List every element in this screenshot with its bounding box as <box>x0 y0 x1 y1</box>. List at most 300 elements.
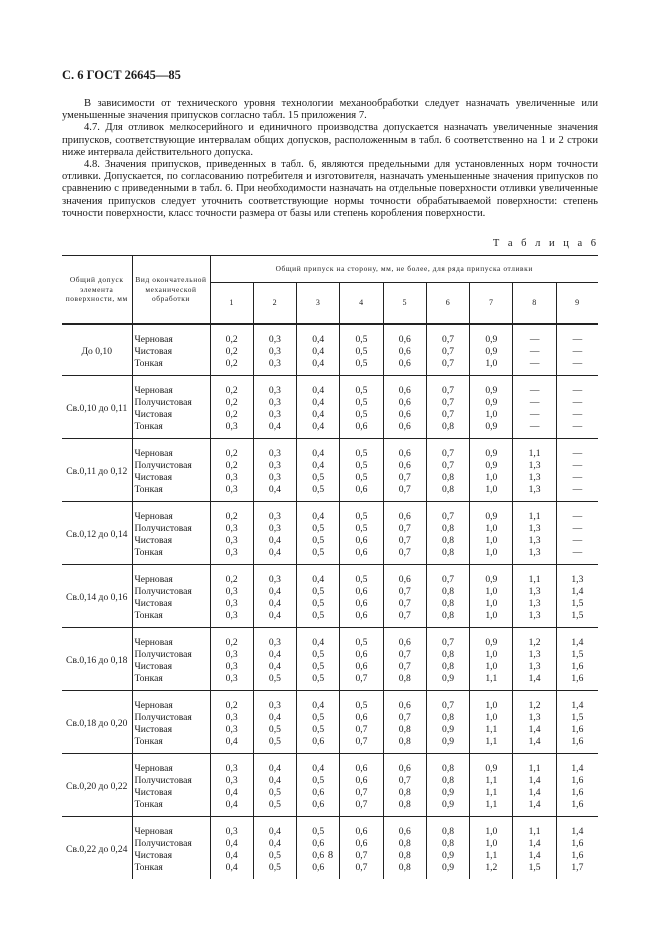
allowance-value: 0,7 <box>355 850 368 861</box>
allowance-value: 1,4 <box>528 850 541 861</box>
allowance-cell <box>426 691 469 754</box>
machining-kind: Чистовая <box>134 661 173 672</box>
allowance-value: 0,9 <box>485 421 498 432</box>
allowance-value: 0,6 <box>398 397 411 408</box>
allowance-cell <box>210 565 253 628</box>
allowance-value: — <box>572 334 583 345</box>
allowance-value: 1,1 <box>485 775 498 786</box>
allowance-value: — <box>572 460 583 471</box>
allowance-cell <box>297 565 340 628</box>
allowance-value: 1,6 <box>571 724 584 735</box>
table-title: Т а б л и ц а 6 <box>492 238 599 249</box>
allowance-value: 0,5 <box>355 511 368 522</box>
allowance-value: — <box>529 346 540 357</box>
allowance-cell <box>556 628 598 691</box>
machining-kind: Черновая <box>134 448 173 459</box>
tolerance-interval: Св.0,20 до 0,22 <box>62 754 132 817</box>
allowance-value: 0,9 <box>485 637 498 648</box>
allowance-value: 0,3 <box>268 574 281 585</box>
table-row-group <box>62 376 598 439</box>
allowance-value: 0,4 <box>268 586 281 597</box>
allowance-cell <box>426 324 469 376</box>
allowance-cell <box>297 628 340 691</box>
allowance-value: 0,6 <box>355 547 368 558</box>
allowance-value: 0,5 <box>268 673 281 684</box>
allowance-value: — <box>529 397 540 408</box>
allowance-value: 1,3 <box>528 523 541 534</box>
machining-kind: Получистовая <box>134 460 192 471</box>
allowance-cell <box>383 817 426 880</box>
allowance-value: 0,4 <box>225 862 238 873</box>
allowance-value: 0,5 <box>312 472 325 483</box>
allowance-value: 0,4 <box>268 649 281 660</box>
allowance-value: 0,5 <box>312 775 325 786</box>
allowance-value: — <box>529 358 540 369</box>
allowance-value: 0,4 <box>225 850 238 861</box>
allowance-value: 0,6 <box>312 787 325 798</box>
allowance-value: 0,4 <box>225 736 238 747</box>
allowance-value: 0,7 <box>398 598 411 609</box>
allowance-value: 0,4 <box>312 385 325 396</box>
allowance-value: 0,6 <box>398 460 411 471</box>
allowance-value: 1,0 <box>485 523 498 534</box>
allowance-value: 0,3 <box>225 826 238 837</box>
allowance-cell <box>426 628 469 691</box>
allowance-value: 0,6 <box>355 712 368 723</box>
allowance-value: 0,8 <box>442 547 455 558</box>
allowance-cell <box>470 376 513 439</box>
allowance-value: 0,6 <box>355 661 368 672</box>
allowance-value: 0,6 <box>398 511 411 522</box>
allowance-value: 0,6 <box>355 763 368 774</box>
allowance-value: 0,3 <box>225 547 238 558</box>
allowance-value: 0,9 <box>485 511 498 522</box>
table-row-group <box>62 754 598 817</box>
allowance-value: 1,3 <box>528 661 541 672</box>
allowance-cell <box>426 439 469 502</box>
allowance-value: 0,9 <box>442 673 455 684</box>
allowance-value: 0,8 <box>442 838 455 849</box>
allowance-value: 0,6 <box>355 598 368 609</box>
allowance-value: 0,5 <box>355 637 368 648</box>
allowance-value: 0,4 <box>312 448 325 459</box>
allowance-value: 0,6 <box>355 838 368 849</box>
allowance-value: 0,5 <box>355 700 368 711</box>
allowance-value: 0,4 <box>268 763 281 774</box>
allowance-cell <box>513 502 556 565</box>
allowance-value: 0,3 <box>268 334 281 345</box>
allowance-cell <box>556 817 598 880</box>
allowance-value: 0,6 <box>355 826 368 837</box>
allowance-value: 0,3 <box>225 661 238 672</box>
allowance-value: 0,9 <box>485 460 498 471</box>
allowance-value: 1,4 <box>528 787 541 798</box>
allowance-value: 0,7 <box>355 736 368 747</box>
allowance-value: — <box>529 385 540 396</box>
row-number-header: 7 <box>470 283 513 325</box>
allowance-value: 0,3 <box>268 448 281 459</box>
allowance-value: 1,4 <box>571 637 584 648</box>
allowance-cell <box>513 376 556 439</box>
allowance-value: 0,5 <box>312 484 325 495</box>
allowance-value: 0,7 <box>355 862 368 873</box>
machining-kind: Получистовая <box>134 838 192 849</box>
allowance-cell <box>210 439 253 502</box>
allowance-value: 0,4 <box>312 511 325 522</box>
allowance-value: 0,3 <box>268 637 281 648</box>
allowance-value: 0,8 <box>442 523 455 534</box>
allowance-value: 0,4 <box>312 334 325 345</box>
allowance-value: 1,5 <box>571 712 584 723</box>
allowance-cell <box>210 376 253 439</box>
allowance-value: 0,2 <box>225 637 238 648</box>
allowance-cell <box>383 754 426 817</box>
allowance-value: 0,7 <box>355 673 368 684</box>
allowance-cell <box>340 691 383 754</box>
allowance-cell <box>513 817 556 880</box>
allowance-cell <box>383 324 426 376</box>
allowance-cell <box>210 628 253 691</box>
machining-kind: Получистовая <box>134 649 192 660</box>
allowance-value: 0,3 <box>225 673 238 684</box>
allowance-value: 0,3 <box>225 775 238 786</box>
allowance-value: — <box>529 421 540 432</box>
allowance-value: 1,1 <box>528 826 541 837</box>
table-row-group <box>62 324 598 376</box>
allowance-value: 0,4 <box>312 358 325 369</box>
allowance-value: 1,4 <box>571 700 584 711</box>
allowance-cell <box>297 502 340 565</box>
allowance-value: 0,9 <box>442 736 455 747</box>
allowance-cell <box>556 502 598 565</box>
allowance-value: 0,9 <box>485 448 498 459</box>
allowance-value: 1,3 <box>571 574 584 585</box>
machining-kind-cell <box>132 439 210 502</box>
allowance-value: 0,4 <box>312 574 325 585</box>
tolerance-interval: Св.0,22 до 0,24 <box>62 817 132 880</box>
allowance-value: 0,7 <box>442 397 455 408</box>
allowance-cell <box>513 439 556 502</box>
allowance-value: 0,5 <box>268 850 281 861</box>
allowance-value: 0,6 <box>355 775 368 786</box>
allowance-value: 1,5 <box>571 649 584 660</box>
allowance-cell <box>556 439 598 502</box>
allowance-cell <box>340 628 383 691</box>
allowance-value: 1,1 <box>528 763 541 774</box>
allowance-value: 0,9 <box>485 397 498 408</box>
allowance-cell <box>470 324 513 376</box>
allowance-value: 1,0 <box>485 838 498 849</box>
machining-kind: Тонкая <box>134 547 163 558</box>
machining-kind: Черновая <box>134 826 173 837</box>
row-number-header: 4 <box>340 283 383 325</box>
allowance-value: 0,9 <box>485 346 498 357</box>
allowance-value: 1,3 <box>528 535 541 546</box>
allowance-value: 0,8 <box>442 661 455 672</box>
allowance-cell <box>297 817 340 880</box>
row-number-header: 8 <box>513 283 556 325</box>
allowance-value: 0,8 <box>442 421 455 432</box>
allowance-value: 0,6 <box>398 421 411 432</box>
allowance-value: 0,8 <box>442 598 455 609</box>
allowance-value: 1,3 <box>528 598 541 609</box>
allowance-value: 0,5 <box>268 724 281 735</box>
machining-kind: Чистовая <box>134 724 173 735</box>
allowance-value: 0,8 <box>398 838 411 849</box>
row-number-header: 2 <box>253 283 296 325</box>
allowance-value: 0,8 <box>442 775 455 786</box>
allowance-value: 0,4 <box>268 826 281 837</box>
allowance-value: 0,8 <box>442 535 455 546</box>
allowance-value: 0,4 <box>268 712 281 723</box>
table-row-group <box>62 565 598 628</box>
machining-kind: Тонкая <box>134 421 163 432</box>
allowance-value: 0,7 <box>398 472 411 483</box>
allowance-value: 1,4 <box>528 736 541 747</box>
allowance-value: — <box>572 421 583 432</box>
table-row-group <box>62 502 598 565</box>
allowance-value: 0,8 <box>398 673 411 684</box>
allowance-value: 0,6 <box>312 862 325 873</box>
allowance-value: 0,3 <box>225 598 238 609</box>
allowance-cell <box>470 565 513 628</box>
allowance-cell <box>426 376 469 439</box>
allowance-value: 0,5 <box>355 385 368 396</box>
allowance-value: 0,5 <box>355 346 368 357</box>
row-number-header: 5 <box>383 283 426 325</box>
machining-kind-cell <box>132 565 210 628</box>
allowance-cell <box>210 502 253 565</box>
allowance-value: 0,7 <box>398 484 411 495</box>
allowance-value: 0,4 <box>312 700 325 711</box>
allowance-value: 0,4 <box>312 346 325 357</box>
machining-kind-cell <box>132 502 210 565</box>
allowance-cell <box>253 817 296 880</box>
allowance-value: 0,5 <box>268 799 281 810</box>
allowance-value: 0,5 <box>312 610 325 621</box>
allowance-value: — <box>572 358 583 369</box>
allowance-value: 1,6 <box>571 838 584 849</box>
allowance-value: — <box>572 397 583 408</box>
allowance-value: 0,8 <box>398 850 411 861</box>
allowance-cell <box>556 754 598 817</box>
allowance-cell <box>513 691 556 754</box>
allowance-value: 0,4 <box>268 661 281 672</box>
allowance-value: 0,3 <box>225 724 238 735</box>
allowance-value: 0,2 <box>225 385 238 396</box>
allowance-cell <box>556 324 598 376</box>
allowance-value: 0,6 <box>398 358 411 369</box>
allowance-cell <box>340 324 383 376</box>
allowance-value: 0,3 <box>225 421 238 432</box>
allowance-cell <box>340 817 383 880</box>
allowance-value: 0,7 <box>442 700 455 711</box>
allowance-value: — <box>572 346 583 357</box>
allowance-value: 1,0 <box>485 472 498 483</box>
allowance-value: 1,3 <box>528 484 541 495</box>
allowance-value: 0,2 <box>225 511 238 522</box>
allowance-cell <box>470 439 513 502</box>
allowance-value: 0,7 <box>398 712 411 723</box>
allowance-value: 0,3 <box>268 511 281 522</box>
allowance-value: 1,6 <box>571 673 584 684</box>
allowance-cell <box>340 754 383 817</box>
col-header-allowance: Общий припуск на сторону, мм, не более, для ряда припуска отливки <box>210 256 598 283</box>
allowance-value: 0,5 <box>268 736 281 747</box>
allowance-cell <box>340 502 383 565</box>
allowance-cell <box>297 439 340 502</box>
allowance-value: 0,4 <box>225 799 238 810</box>
allowance-value: 1,0 <box>485 826 498 837</box>
table-row-group <box>62 628 598 691</box>
tolerance-interval: Св.0,11 до 0,12 <box>62 439 132 502</box>
allowance-value: 1,0 <box>485 649 498 660</box>
allowance-value: 0,8 <box>398 736 411 747</box>
allowance-value: 0,8 <box>442 586 455 597</box>
tolerance-interval: Св.0,10 до 0,11 <box>62 376 132 439</box>
allowance-value: 0,7 <box>398 523 411 534</box>
allowance-value: 0,4 <box>268 421 281 432</box>
allowance-value: 0,7 <box>398 610 411 621</box>
allowance-value: — <box>572 409 583 420</box>
allowance-value: 0,5 <box>312 535 325 546</box>
allowance-value: 0,3 <box>225 523 238 534</box>
allowance-value: 0,2 <box>225 358 238 369</box>
machining-kind: Черновая <box>134 637 173 648</box>
allowance-value: 0,4 <box>268 610 281 621</box>
allowance-value: 0,7 <box>442 409 455 420</box>
allowance-value: — <box>572 448 583 459</box>
machining-kind: Получистовая <box>134 586 192 597</box>
allowance-value: 0,5 <box>312 673 325 684</box>
allowance-value: 0,9 <box>442 787 455 798</box>
allowance-cell <box>340 376 383 439</box>
allowance-value: 0,7 <box>398 535 411 546</box>
allowance-value: 1,2 <box>528 637 541 648</box>
allowance-value: 0,2 <box>225 574 238 585</box>
allowance-value: — <box>529 334 540 345</box>
allowance-value: 0,6 <box>355 484 368 495</box>
allowance-value: 1,3 <box>528 547 541 558</box>
allowance-value: 1,6 <box>571 787 584 798</box>
allowance-value: 1,1 <box>485 736 498 747</box>
allowance-value: 0,5 <box>312 712 325 723</box>
allowance-value: 0,6 <box>398 409 411 420</box>
allowance-cell <box>253 502 296 565</box>
allowance-cell <box>253 691 296 754</box>
allowance-cell <box>253 754 296 817</box>
allowance-value: 0,8 <box>442 610 455 621</box>
tolerance-interval: Св.0,14 до 0,16 <box>62 565 132 628</box>
allowance-value: 0,5 <box>312 598 325 609</box>
allowance-value: 1,0 <box>485 598 498 609</box>
allowance-value: 0,7 <box>398 547 411 558</box>
allowance-value: 0,4 <box>312 763 325 774</box>
machining-kind: Чистовая <box>134 409 173 420</box>
allowance-value: 0,4 <box>268 838 281 849</box>
allowance-value: 0,5 <box>355 397 368 408</box>
allowance-value: 1,6 <box>571 661 584 672</box>
allowance-value: 1,3 <box>528 610 541 621</box>
allowance-value: 0,6 <box>355 649 368 660</box>
paragraph: В зависимости от технического уровня технологии механообработки следует назначать увеличенные или уменьшенные значения припусков согласно табл. 15 приложения 7. <box>62 98 598 122</box>
machining-kind: Тонкая <box>134 799 163 810</box>
allowance-value: 0,7 <box>398 586 411 597</box>
allowance-value: 0,5 <box>355 460 368 471</box>
table-row-group <box>62 691 598 754</box>
allowance-value: 1,1 <box>485 850 498 861</box>
allowance-cell <box>556 565 598 628</box>
allowance-value: 1,4 <box>528 724 541 735</box>
allowance-value: 0,4 <box>268 547 281 558</box>
allowance-value: 0,4 <box>312 421 325 432</box>
allowance-cell <box>470 502 513 565</box>
allowance-value: 1,3 <box>528 472 541 483</box>
allowance-value: — <box>572 385 583 396</box>
allowance-value: 0,3 <box>268 346 281 357</box>
allowance-value: 1,2 <box>485 862 498 873</box>
allowance-value: 0,3 <box>268 472 281 483</box>
allowance-cell <box>470 691 513 754</box>
allowance-cell <box>426 754 469 817</box>
allowance-value: 0,7 <box>442 334 455 345</box>
allowance-value: 0,5 <box>312 724 325 735</box>
allowance-value: — <box>572 484 583 495</box>
allowance-value: 0,6 <box>312 736 325 747</box>
allowance-table <box>62 255 598 879</box>
allowance-value: 0,8 <box>442 712 455 723</box>
allowance-value: 0,8 <box>442 649 455 660</box>
table-row-group <box>62 817 598 880</box>
allowance-value: 1,0 <box>485 547 498 558</box>
allowance-value: 0,5 <box>268 787 281 798</box>
allowance-cell <box>513 754 556 817</box>
allowance-value: 1,6 <box>571 799 584 810</box>
allowance-value: 0,3 <box>225 484 238 495</box>
allowance-cell <box>470 628 513 691</box>
allowance-value: 0,3 <box>268 409 281 420</box>
allowance-value: 0,3 <box>268 523 281 534</box>
row-number-header: 9 <box>575 298 580 308</box>
allowance-value: — <box>572 523 583 534</box>
allowance-value: — <box>572 535 583 546</box>
allowance-cell <box>253 628 296 691</box>
allowance-value: 0,7 <box>398 775 411 786</box>
allowance-value: 1,0 <box>485 409 498 420</box>
allowance-value: 1,4 <box>528 799 541 810</box>
allowance-cell <box>383 502 426 565</box>
tolerance-interval: Св.0,16 до 0,18 <box>62 628 132 691</box>
allowance-value: 1,6 <box>571 736 584 747</box>
allowance-value: 1,1 <box>485 787 498 798</box>
allowance-value: 0,4 <box>225 838 238 849</box>
allowance-value: 0,5 <box>355 574 368 585</box>
allowance-value: 0,5 <box>268 862 281 873</box>
allowance-value: 1,6 <box>571 775 584 786</box>
tolerance-interval: До 0,10 <box>62 324 132 376</box>
allowance-cell <box>556 691 598 754</box>
allowance-value: 1,5 <box>571 610 584 621</box>
machining-kind: Тонкая <box>134 358 163 369</box>
allowance-value: 0,6 <box>398 448 411 459</box>
tolerance-interval: Св.0,18 до 0,20 <box>62 691 132 754</box>
allowance-value: 1,3 <box>528 460 541 471</box>
allowance-value: 0,6 <box>355 586 368 597</box>
allowance-value: 1,4 <box>528 673 541 684</box>
allowance-value: 0,8 <box>442 826 455 837</box>
machining-kind: Чистовая <box>134 346 173 357</box>
allowance-value: 1,1 <box>528 511 541 522</box>
